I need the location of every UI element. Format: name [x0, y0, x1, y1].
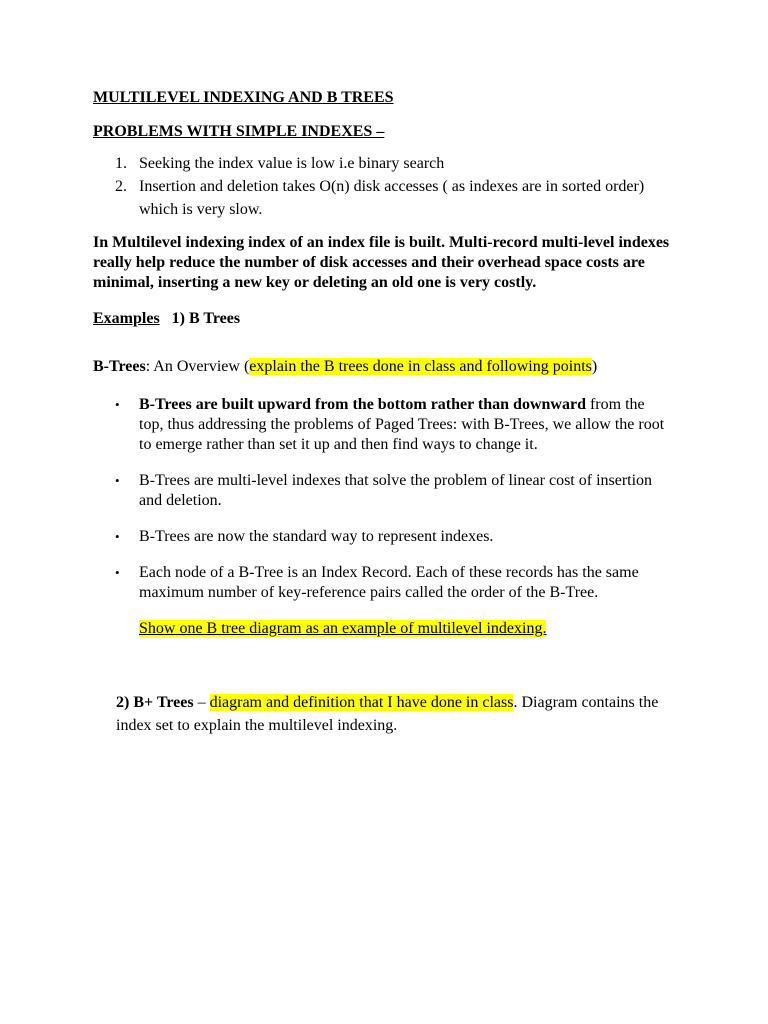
- diagram-note-highlight: Show one B tree diagram as an example of multilevel indexing.: [139, 620, 547, 637]
- bullet-icon: •: [115, 565, 120, 580]
- bullet-text: Each node of a B-Tree is an Index Record. Each of these records has the same maximum number of key-reference pairs called the order of the B-Tree.: [139, 564, 639, 601]
- list-item-text: Seeking the index value is low i.e binary search: [139, 155, 445, 172]
- bplus-text: . Diagram contains the index set to explain the multilevel indexing.: [116, 694, 659, 734]
- overview-close: ): [591, 358, 598, 375]
- bplus-paragraph: [116, 691, 673, 737]
- bullet-text: B-Trees are multi-level indexes that solve the problem of linear cost of insertion and deletion.: [139, 472, 653, 509]
- list-number: 2.: [115, 178, 127, 195]
- bplus-dash: –: [193, 694, 210, 711]
- overview-line: [93, 357, 673, 377]
- document-page: [93, 88, 673, 737]
- list-item: [93, 471, 673, 511]
- section-heading-problems: PROBLEMS WITH SIMPLE INDEXES –: [93, 123, 385, 140]
- examples-label: Examples: [93, 310, 160, 327]
- bullet-icon: •: [115, 473, 120, 488]
- list-item: [93, 395, 673, 455]
- examples-line: [93, 309, 673, 329]
- list-item: [93, 152, 673, 175]
- list-item: [93, 527, 673, 547]
- overview-text: : An Overview (: [145, 358, 250, 375]
- bullet-text: B-Trees are now the standard way to represent indexes.: [139, 528, 494, 545]
- diagram-note: [139, 619, 673, 639]
- bullet-text: from the top, thus addressing the problems of Paged Trees: with B-Trees, we allow the root to emerge rather than set it up and then find ways to change it.: [139, 396, 665, 453]
- multilevel-paragraph: In Multilevel indexing index of an index file is built. Multi-record multi-level indexes really help reduce the number of disk accesses and their overhead space costs are minimal, inserting a new key or deleting an old one is very costly.: [93, 234, 670, 291]
- document-title: MULTILEVEL INDEXING AND B TREES: [93, 89, 394, 106]
- bullet-icon: •: [115, 397, 120, 412]
- list-item-text: Insertion and deletion takes O(n) disk accesses ( as indexes are in sorted order) which is very slow.: [139, 178, 645, 218]
- bplus-highlight: diagram and definition that I have done in class: [209, 694, 514, 711]
- examples-item: 1) B Trees: [171, 310, 241, 327]
- problems-list: [93, 152, 673, 221]
- list-item: [93, 563, 673, 603]
- list-number: 1.: [115, 155, 127, 172]
- bullet-icon: •: [115, 529, 120, 544]
- overview-term: B-Trees: [93, 358, 146, 375]
- bplus-term: 2) B+ Trees: [116, 694, 194, 711]
- list-item: [93, 175, 673, 221]
- btree-bullets: [93, 395, 673, 603]
- bullet-bold-text: B-Trees are built upward from the bottom rather than downward: [139, 396, 586, 413]
- overview-highlight: explain the B trees done in class and following points: [249, 358, 592, 375]
